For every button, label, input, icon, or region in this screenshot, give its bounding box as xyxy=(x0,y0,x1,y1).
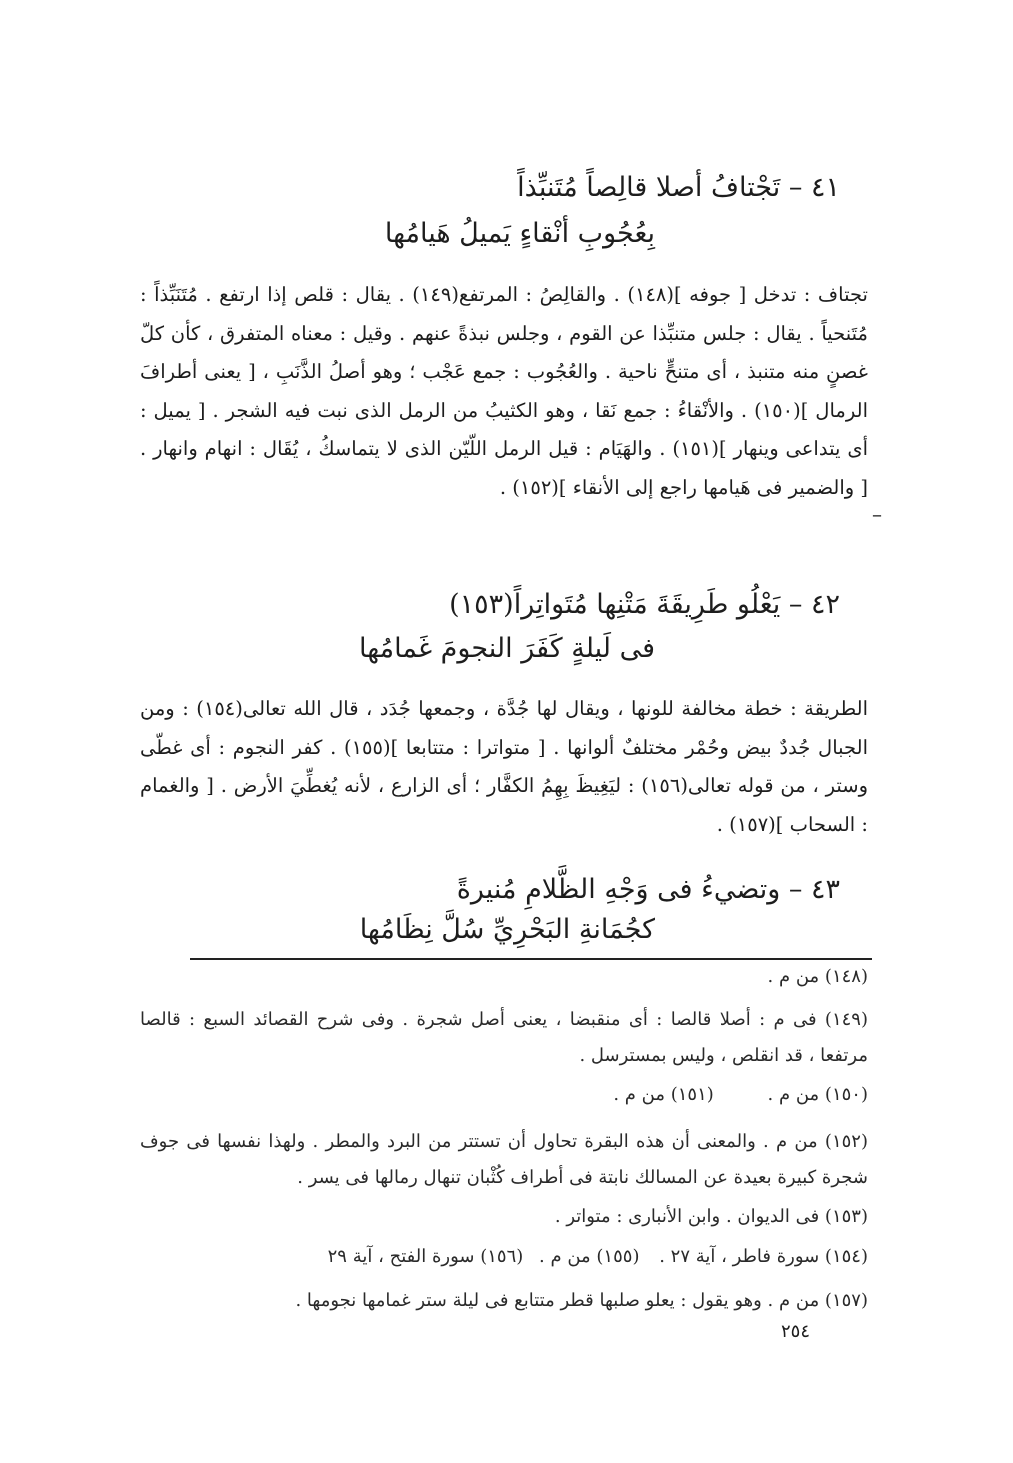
verse-first-hemistich: ٤١ – تَجْتافُ أصلا قالِصاً مُتَنبِّذاً xyxy=(517,172,840,203)
footnotes xyxy=(140,966,868,1326)
footnote-154: (١٥٤) سورة فاطر ، آية ٢٧ . xyxy=(659,1246,868,1267)
verse-second-hemistich: بِعُجُوبِ أنْقاءٍ يَميلُ هَيامُها xyxy=(384,218,655,249)
verse-second-hemistich: فى لَيلةٍ كَفَرَ النجومَ غَمامُها xyxy=(359,633,655,664)
margin-mark: – xyxy=(872,502,882,526)
footnote-157: (١٥٧) من م . وهو يقول : يعلو صلبها قطر متتابع فى ليلة ستر غمامها نجومها . xyxy=(295,1290,868,1311)
commentary-verse-41 xyxy=(140,276,868,507)
verse-second-hemistich: كجُمَانةِ البَحْرِيِّ سُلَّ نِظَامُها xyxy=(359,914,655,945)
footnote-148: (١٤٨) من م . xyxy=(767,966,868,987)
footnote-149: (١٤٩) فى م : أصلا قالصا : أى منقبضا ، يعنى أصل شجرة . وفى شرح القصائد السبع : قالصا مرتفعا ، قد انقلص ، وليس بمسترسل . xyxy=(140,1009,868,1066)
footnote-separator xyxy=(190,958,872,960)
verse-first-hemistich: ٤٢ – يَعْلُو طَرِيقَةَ مَتْنِها مُتَواتِراً(١٥٣) xyxy=(449,589,840,620)
verse-43 xyxy=(140,870,840,962)
footnote-152: (١٥٢) من م . والمعنى أن هذه البقرة تحاول أن تستتر من البرد والمطر . ولهذا نفسها فى جوف شجرة كبيرة بعيدة عن المسالك نابتة فى أطراف كُثْبان تنهال رمالها فى يسر . xyxy=(140,1131,868,1188)
footnote-150: (١٥٠) من م . xyxy=(767,1084,868,1105)
commentary-verse-42 xyxy=(140,690,868,844)
footnote-151: (١٥١) من م . xyxy=(613,1084,714,1105)
verse-first-hemistich: ٤٣ – وتضيءُ فى وَجْهِ الظَّلامِ مُنيرةً xyxy=(456,874,840,905)
footnote-155: (١٥٥) من م . xyxy=(539,1246,640,1267)
verse-42 xyxy=(140,585,840,677)
page-number: ٢٥٤ xyxy=(780,1321,810,1342)
footnote-154-155-156-line xyxy=(140,1246,868,1267)
verse-41 xyxy=(140,168,840,260)
footnote-153: (١٥٣) فى الديوان . وابن الأنبارى : متواتر . xyxy=(554,1206,868,1227)
commentary-paragraph: تجتاف : تدخل [ جوفه ](١٤٨) . والقالِصُ : المرتفع(١٤٩) . يقال : قلص إذا ارتفع . مُتَنَبِّذاً : مُتَنحياً . يقال : جلس متنبِّذا عن القوم ، وجلس نبذةً عنهم . وقيل : معناه المتفرق ، كأن كلّ غصنٍ منه متنبذ ، أى متنحٍّ ناحية . والعُجُوب : جمع عَجْب ؛ وهو أصلُ الذَّنَبِ ، [ يعنى أطرافَ الرمال ](١٥٠) . والأنْقاءُ : جمع نَقا ، وهو الكثيبُ من الرمل الذى نبت فيه الشجر . [ يميل : أى يتداعى وينهار ](١٥١) . والهَيَام : قيل الرمل اللّيّن الذى لا يتماسكُ ، يُقَال : انهام وانهار . [ والضمير فى هَيامها راجع إلى الأنقاء ](١٥٢) . xyxy=(140,283,869,499)
footnote-156: (١٥٦) سورة الفتح ، آية ٢٩ xyxy=(327,1246,524,1267)
footnote-150-151-line xyxy=(140,1084,868,1105)
commentary-paragraph: الطريقة : خطة مخالفة للونها ، ويقال لها جُدَّة ، وجمعها جُدَد ، قال الله تعالى(١٥٤) : ومن الجبال جُددٌ بيض وحُمْر مختلفٌ ألوانها . [ متواترا : متتابعا ](١٥٥) . كفر النجوم : أى غطّى وستر ، من قوله تعالى(١٥٦) : ليَغِيظَ بِهِمُ الكفَّار ؛ أى الزارع ، لأنه يُغطِّيَ الأرض . [ والغمام : السحاب ](١٥٧) . xyxy=(140,697,868,836)
